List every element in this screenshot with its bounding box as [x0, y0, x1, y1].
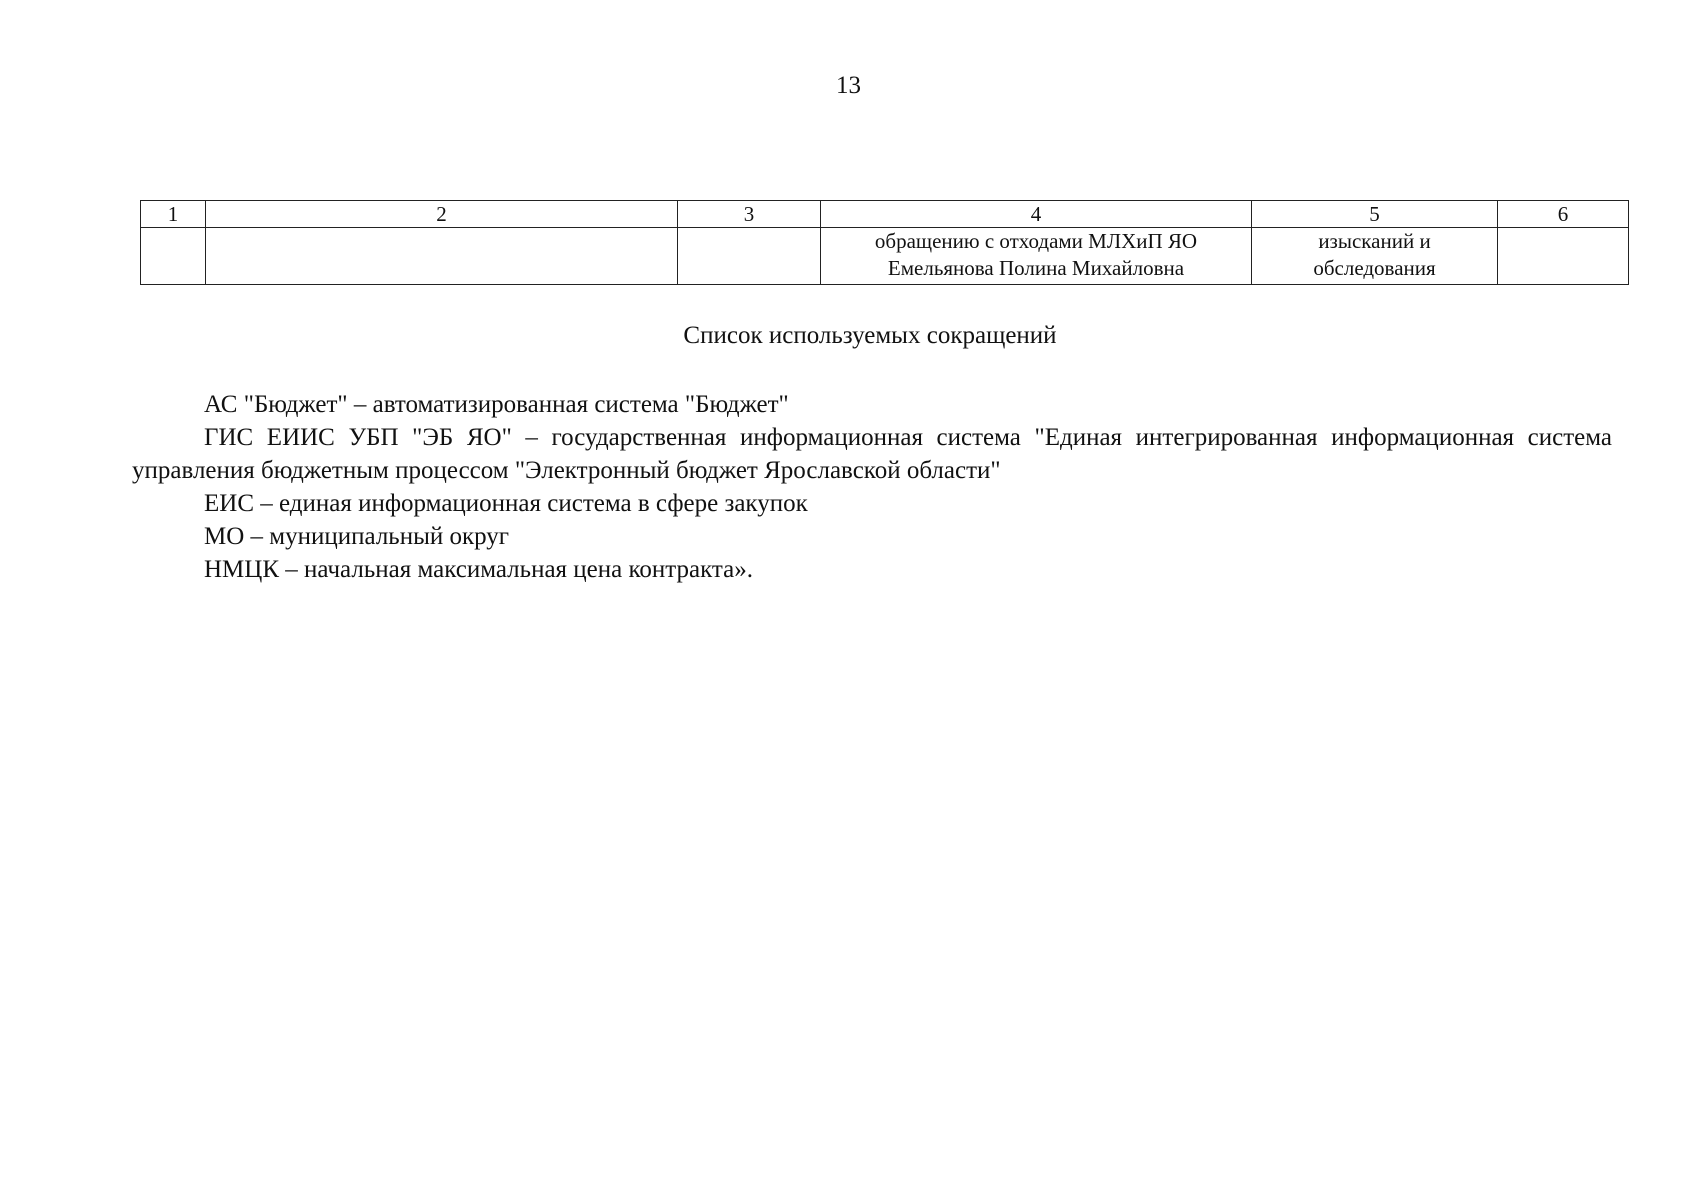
abbreviation-item-nmck: НМЦК – начальная максимальная цена контракта».: [204, 556, 753, 583]
abbreviations-list: [132, 388, 1612, 586]
table-row: [141, 228, 1629, 285]
abbreviation-item-as-budget: АС "Бюджет" – автоматизированная система "Бюджет": [204, 391, 789, 418]
table-header-row: [141, 201, 1629, 228]
abbreviation-item-eis: ЕИС – единая информационная система в сфере закупок: [204, 490, 808, 517]
table-cell-5-line-2: обследования: [1313, 256, 1436, 280]
abbreviation-item-mo: МО – муниципальный округ: [204, 523, 510, 550]
column-number-3: 3: [678, 201, 821, 228]
table-cell-4: [821, 228, 1252, 285]
table-cell-2: [206, 228, 678, 285]
abbreviations-title: Список используемых сокращений: [683, 322, 1057, 349]
column-number-4: 4: [821, 201, 1252, 228]
column-number-1: 1: [141, 201, 206, 228]
abbreviation-item-gis-eiis: ГИС ЕИИС УБП "ЭБ ЯО" – государственная информационная система "Единая интегрированная информационная система управления бюджетным процессом "Электронный бюджет Ярославской области": [132, 424, 1612, 484]
table-cell-6: [1498, 228, 1629, 285]
continuation-table: [140, 200, 1629, 285]
table-cell-4-line-2: Емельянова Полина Михайловна: [887, 256, 1185, 280]
table-cell-5: [1252, 228, 1498, 285]
page-number: 13: [836, 72, 861, 99]
column-number-2: 2: [206, 201, 678, 228]
table-cell-1: [141, 228, 206, 285]
column-number-5: 5: [1252, 201, 1498, 228]
table-cell-5-line-1: изысканий и: [1318, 229, 1431, 253]
column-number-6: 6: [1498, 201, 1629, 228]
table-cell-3: [678, 228, 821, 285]
table-cell-4-line-1: обращению с отходами МЛХиП ЯО: [874, 229, 1198, 253]
